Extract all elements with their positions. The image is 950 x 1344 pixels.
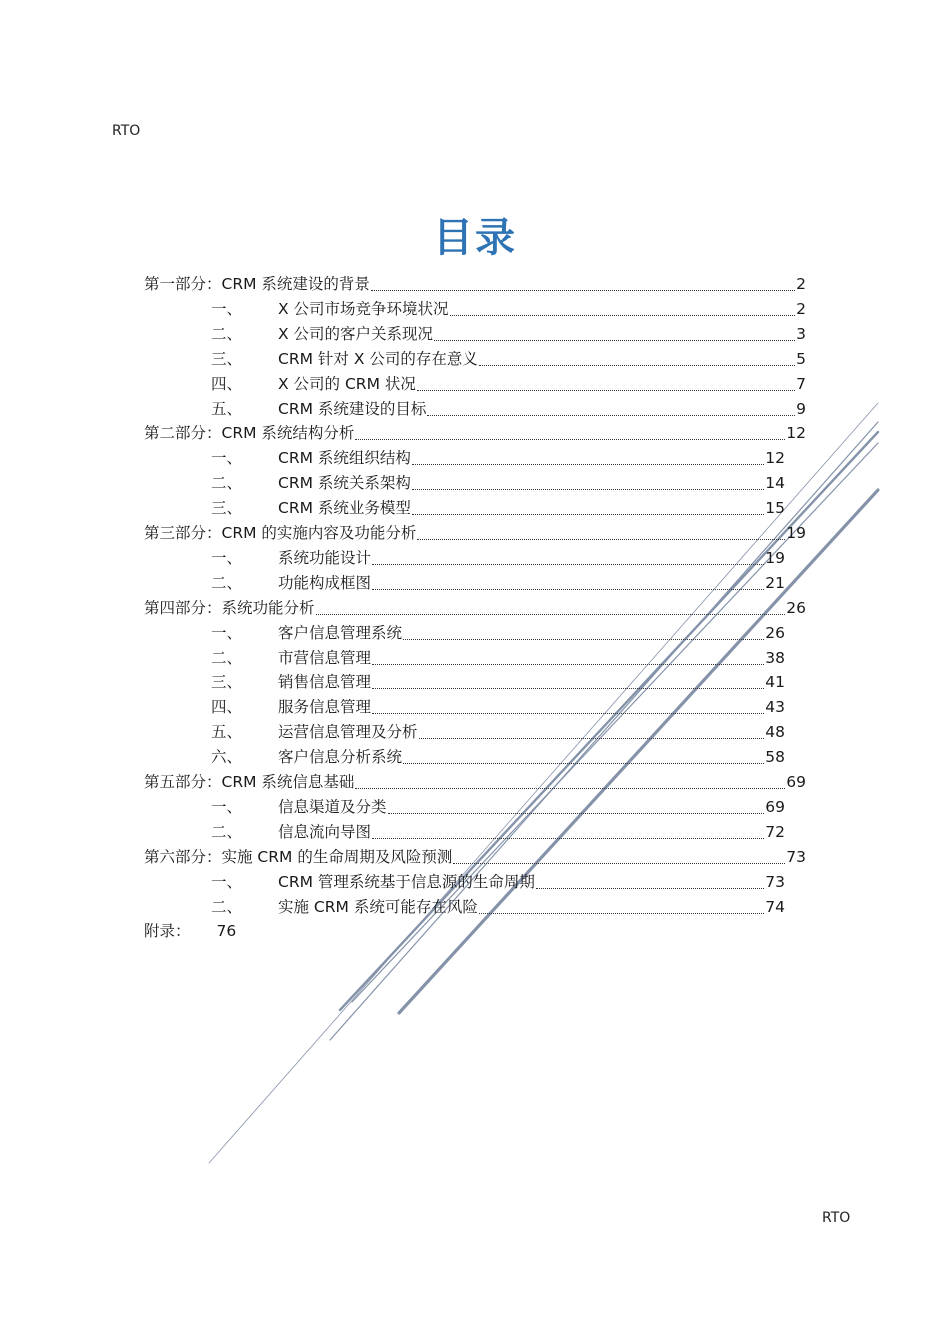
toc-entry-label: X 公司的 CRM 状况: [278, 374, 416, 393]
toc-entry-label: 功能构成框图: [278, 573, 372, 592]
toc-subsection-entry[interactable]: [211, 571, 785, 596]
toc-entry-page: 12: [765, 449, 785, 468]
toc-subsection-entry[interactable]: [211, 695, 785, 720]
toc-entry-page: 26: [786, 598, 806, 617]
toc-section-entry[interactable]: [144, 272, 806, 297]
toc-appendix[interactable]: [144, 919, 236, 944]
toc-section-entry[interactable]: [144, 521, 806, 546]
toc-entry-label: 第二部分：CRM 系统结构分析: [144, 424, 355, 443]
toc-entry-number: 二、: [211, 474, 243, 493]
toc-entry-page: 14: [765, 474, 785, 493]
toc-entry-label: 运营信息管理及分析: [278, 723, 418, 742]
toc-entry-label: 客户信息分析系统: [278, 748, 403, 767]
toc-entry-page: 15: [765, 499, 785, 518]
toc-entry-number: 一、: [211, 623, 243, 642]
toc-entry-page: 58: [765, 748, 785, 767]
toc-subsection-entry[interactable]: [211, 670, 785, 695]
toc-entry-page: 19: [765, 548, 785, 567]
toc-dot-leader: [316, 614, 786, 615]
toc-entry-page: 9: [796, 399, 806, 418]
toc-entry-label: 第一部分：CRM 系统建设的背景: [144, 275, 370, 293]
toc-entry-page: 5: [796, 349, 806, 368]
toc-dot-leader: [453, 863, 785, 864]
toc-dot-leader: [536, 888, 764, 889]
toc-entry-page: 73: [786, 847, 806, 866]
toc-section-entry[interactable]: [144, 421, 806, 446]
toc-entry-page: 21: [765, 573, 785, 592]
toc-subsection-entry[interactable]: [211, 795, 785, 820]
toc-dot-leader: [419, 738, 765, 739]
toc-section-entry[interactable]: [144, 845, 806, 870]
toc-dot-leader: [450, 315, 796, 316]
toc-subsection-entry[interactable]: [211, 720, 785, 745]
footer-mark: RTO: [822, 1210, 851, 1226]
toc-entry-label: 第三部分：CRM 的实施内容及功能分析: [144, 524, 417, 542]
toc-dot-leader: [372, 589, 764, 590]
toc-dot-leader: [427, 415, 795, 416]
toc-subsection-entry[interactable]: [211, 347, 806, 372]
appendix-label: 附录：: [144, 922, 191, 940]
toc-dot-leader: [372, 564, 764, 565]
toc-dot-leader: [412, 514, 764, 515]
toc-subsection-entry[interactable]: [211, 546, 785, 571]
toc-entry-label: 信息渠道及分类: [278, 797, 387, 816]
toc-entry-page: 43: [765, 698, 785, 717]
toc-entry-number: 六、: [211, 748, 243, 767]
toc-dot-leader: [388, 813, 765, 814]
toc-subsection-entry[interactable]: [211, 496, 785, 521]
toc-subsection-entry[interactable]: [211, 297, 806, 322]
toc-entry-page: 19: [786, 524, 806, 542]
toc-entry-label: 销售信息管理: [278, 673, 372, 692]
toc-entry-label: 服务信息管理: [278, 698, 372, 717]
toc-entry-page: 48: [765, 723, 785, 742]
toc-dot-leader: [412, 464, 764, 465]
toc-entry-label: 信息流向导图: [278, 822, 372, 841]
toc-dot-leader: [403, 763, 764, 764]
toc-entry-page: 2: [796, 299, 806, 318]
toc-entry-number: 一、: [211, 548, 243, 567]
toc-entry-page: 38: [765, 648, 785, 667]
toc-subsection-entry[interactable]: [211, 646, 785, 671]
toc-entry-label: 第五部分：CRM 系统信息基础: [144, 773, 355, 791]
toc-dot-leader: [372, 838, 764, 839]
toc-entry-label: 系统功能设计: [278, 548, 372, 567]
toc-dot-leader: [355, 439, 785, 440]
toc-entry-page: 69: [786, 773, 806, 791]
toc-subsection-entry[interactable]: [211, 820, 785, 845]
toc-entry-page: 73: [765, 872, 785, 891]
toc-entry-number: 一、: [211, 872, 243, 891]
toc-dot-leader: [372, 688, 764, 689]
toc-entry-number: 一、: [211, 797, 243, 816]
toc-entry-number: 五、: [211, 399, 243, 418]
toc-entry-label: CRM 管理系统基于信息源的生命周期: [278, 872, 535, 891]
appendix-page: 76: [216, 922, 237, 940]
header-mark: RTO: [112, 123, 141, 139]
toc-entry-label: X 公司的客户关系现况: [278, 324, 434, 343]
toc-dot-leader: [372, 713, 764, 714]
toc-subsection-entry[interactable]: [211, 870, 785, 895]
toc-entry-page: 2: [796, 275, 806, 293]
toc-entry-number: 二、: [211, 897, 243, 916]
toc-entry-page: 26: [765, 623, 785, 642]
toc-entry-number: 四、: [211, 374, 243, 393]
toc-dot-leader: [355, 788, 785, 789]
toc-entry-number: 五、: [211, 723, 243, 742]
toc-dot-leader: [371, 290, 795, 291]
toc-dot-leader: [479, 365, 795, 366]
toc-entry-number: 三、: [211, 673, 243, 692]
toc-entry-number: 三、: [211, 499, 243, 518]
toc-entry-label: 第六部分：实施 CRM 的生命周期及风险预测: [144, 847, 453, 866]
toc-subsection-entry[interactable]: [211, 621, 785, 646]
toc-subsection-entry[interactable]: [211, 895, 785, 920]
toc-dot-leader: [434, 340, 795, 341]
toc-entry-page: 7: [796, 374, 806, 393]
toc-entry-label: CRM 系统业务模型: [278, 499, 411, 518]
toc-entry-page: 72: [765, 822, 785, 841]
toc-entry-number: 四、: [211, 698, 243, 717]
toc-entry-page: 12: [786, 424, 806, 443]
toc-subsection-entry[interactable]: [211, 397, 806, 422]
toc-subsection-entry[interactable]: [211, 446, 785, 471]
toc-subsection-entry[interactable]: [211, 471, 785, 496]
toc-entry-label: CRM 系统建设的目标: [278, 399, 427, 418]
toc-entry-label: 市营信息管理: [278, 648, 372, 667]
toc-entry-label: X 公司市场竞争环境状况: [278, 299, 449, 318]
toc-entry-number: 二、: [211, 648, 243, 667]
toc-entry-number: 二、: [211, 822, 243, 841]
toc-subsection-entry[interactable]: [211, 745, 785, 770]
toc-entry-number: 二、: [211, 324, 243, 343]
toc-subsection-entry[interactable]: [211, 322, 806, 347]
toc-entry-page: 41: [765, 673, 785, 692]
toc-entry-page: 69: [765, 797, 785, 816]
toc-entry-label: CRM 针对 X 公司的存在意义: [278, 349, 478, 368]
toc-entry-page: 74: [765, 897, 785, 916]
toc-entry-label: CRM 系统关系架构: [278, 474, 411, 493]
toc-entry-label: 客户信息管理系统: [278, 623, 403, 642]
toc-entry-number: 一、: [211, 449, 243, 468]
toc-entry-number: 一、: [211, 299, 243, 318]
toc-section-entry[interactable]: [144, 596, 806, 621]
toc-subsection-entry[interactable]: [211, 372, 806, 397]
toc-dot-leader: [412, 489, 764, 490]
toc-entry-label: 第四部分：系统功能分析: [144, 598, 315, 617]
toc-dot-leader: [372, 664, 764, 665]
toc-entry-number: 三、: [211, 349, 243, 368]
toc-entry-page: 3: [796, 324, 806, 343]
toc-section-entry[interactable]: [144, 770, 806, 795]
toc-dot-leader: [417, 390, 795, 391]
page-title: 目录: [433, 215, 517, 261]
toc-dot-leader: [403, 639, 764, 640]
toc-entry-label: CRM 系统组织结构: [278, 449, 411, 468]
toc-entry-label: 实施 CRM 系统可能存在风险: [278, 897, 478, 916]
toc-entry-number: 二、: [211, 573, 243, 592]
toc-dot-leader: [417, 539, 785, 540]
toc-dot-leader: [479, 913, 764, 914]
